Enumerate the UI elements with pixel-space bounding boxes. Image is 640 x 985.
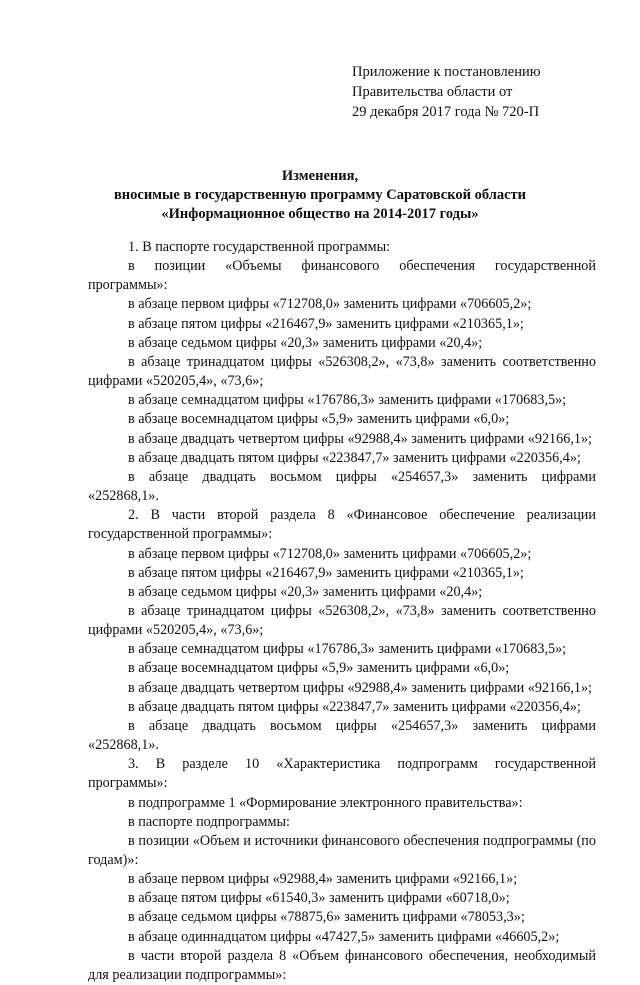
title-line: вносимые в государственную программу Саратовской области: [113, 187, 527, 203]
paragraph: в позиции «Объем и источники финансового обеспечения подпрограммы (по годам)»:: [88, 832, 596, 868]
paragraph: в части второй раздела 8 «Объем финансового обеспечения, необходимый для реализации подпрограммы»:: [88, 947, 596, 983]
document-title: [0, 167, 640, 224]
paragraph: в абзаце первом цифры «712708,0» заменить цифрами «706605,2»;: [128, 296, 532, 313]
paragraph: в подпрограмме 1 «Формирование электронного правительства»:: [128, 794, 523, 811]
paragraph: 2. В части второй раздела 8 «Финансовое обеспечение реализации государственной программы»:: [88, 507, 596, 543]
paragraph: в абзаце двадцать пятом цифры «223847,7» заменить цифрами «220356,4»;: [128, 698, 581, 715]
paragraph: в абзаце седьмом цифры «20,3» заменить цифрами «20,4»;: [128, 583, 483, 600]
paragraph: 3. В разделе 10 «Характеристика подпрограмм государственной программы»:: [88, 756, 596, 792]
paragraph: в абзаце первом цифры «712708,0» заменить цифрами «706605,2»;: [128, 545, 532, 562]
title-line: Изменения,: [281, 168, 359, 184]
paragraph: в абзаце восемнадцатом цифры «5,9» заменить цифрами «6,0»;: [128, 411, 510, 428]
paragraph: в абзаце тринадцатом цифры «526308,2», «73,8» заменить соответственно цифрами «520205,4», «73,6»;: [88, 353, 596, 390]
paragraph: в абзаце двадцать четвертом цифры «92988,4» заменить цифрами «92166,1»;: [128, 430, 592, 447]
paragraph: в абзаце пятом цифры «216467,9» заменить цифрами «210365,1»;: [128, 564, 524, 581]
paragraph: в абзаце восемнадцатом цифры «5,9» заменить цифрами «6,0»;: [128, 660, 510, 677]
paragraph: в абзаце первом цифры «92988,4» заменить цифрами «92166,1»;: [128, 871, 518, 888]
paragraph: в абзаце одиннадцатом цифры «47427,5» заменить цифрами «46605,2»;: [128, 928, 560, 945]
paragraph: 1. В паспорте государственной программы:: [128, 239, 391, 255]
paragraph: в абзаце пятом цифры «61540,3» заменить цифрами «60718,0»;: [128, 890, 510, 907]
paragraph: в абзаце пятом цифры «216467,9» заменить цифрами «210365,1»;: [128, 315, 524, 332]
paragraph: в абзаце семнадцатом цифры «176786,3» заменить цифрами «170683,5»;: [128, 641, 567, 658]
paragraph: в абзаце двадцать пятом цифры «223847,7» заменить цифрами «220356,4»;: [128, 449, 581, 466]
paragraph: в абзаце седьмом цифры «20,3» заменить цифрами «20,4»;: [128, 334, 483, 351]
appendix-line: Правительства области от: [352, 84, 513, 100]
paragraph: в абзаце двадцать четвертом цифры «92988,4» заменить цифрами «92166,1»;: [128, 679, 592, 696]
paragraph: в паспорте подпрограммы:: [128, 813, 290, 830]
appendix-line: 29 декабря 2017 года № 720-П: [352, 104, 540, 120]
title-line: «Информационное общество на 2014-2017 годы»: [161, 206, 479, 222]
paragraph: в абзаце двадцать восьмом цифры «254657,3» заменить цифрами «252868,1».: [88, 468, 596, 505]
paragraph: в абзаце тринадцатом цифры «526308,2», «73,8» заменить соответственно цифрами «520205,4», «73,6»;: [88, 602, 596, 639]
document-body: [88, 238, 596, 985]
paragraph: в абзаце седьмом цифры «78875,6» заменить цифрами «78053,3»;: [128, 909, 525, 926]
paragraph: в абзаце семнадцатом цифры «176786,3» заменить цифрами «170683,5»;: [128, 392, 567, 409]
paragraph: в позиции «Объемы финансового обеспечения государственной программы»:: [88, 258, 596, 294]
appendix-note: [352, 62, 541, 122]
appendix-line: Приложение к постановлению: [352, 64, 541, 80]
paragraph: в абзаце двадцать восьмом цифры «254657,3» заменить цифрами «252868,1».: [88, 717, 596, 754]
